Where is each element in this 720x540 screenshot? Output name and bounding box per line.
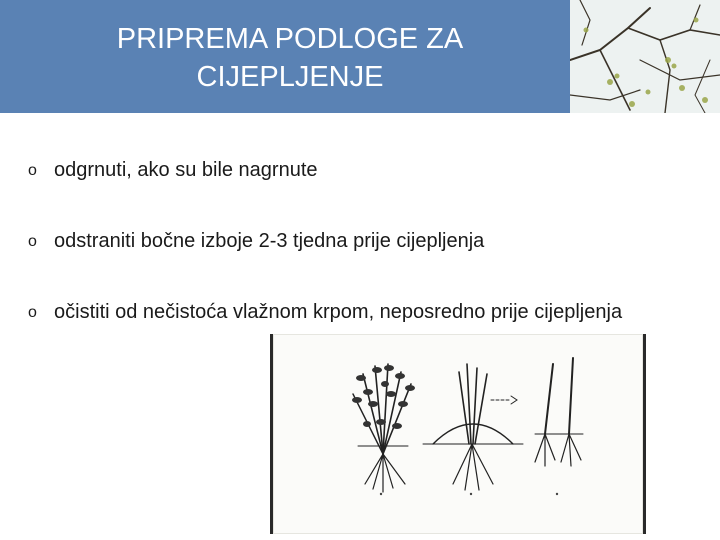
bullet-item — [28, 228, 648, 254]
tree-branches-photo — [570, 0, 720, 113]
bullet-item — [28, 299, 648, 325]
bullet-text: očistiti od nečistoća vlažnom krpom, neposredno prije cijepljenja — [54, 301, 623, 323]
bullet-marker: o — [28, 162, 37, 179]
bullet-item — [28, 157, 648, 183]
bullet-marker: o — [28, 304, 37, 321]
slide-title-line-2: CIJEPLJENJE — [196, 61, 384, 93]
bullet-marker: o — [28, 233, 37, 250]
bullet-text: odstraniti bočne izboje 2-3 tjedna prije cijepljenja — [54, 230, 485, 252]
rootstock-preparation-illustration — [270, 334, 646, 534]
title-bar — [0, 0, 570, 113]
plant-3 — [535, 358, 583, 466]
slide-title-line-1: PRIPREMA PODLOGE ZA — [116, 23, 464, 55]
bullet-list — [28, 152, 648, 325]
slide-title — [40, 20, 540, 96]
plant-2 — [423, 364, 523, 490]
bullet-text: odgrnuti, ako su bile nagrnute — [54, 159, 318, 181]
